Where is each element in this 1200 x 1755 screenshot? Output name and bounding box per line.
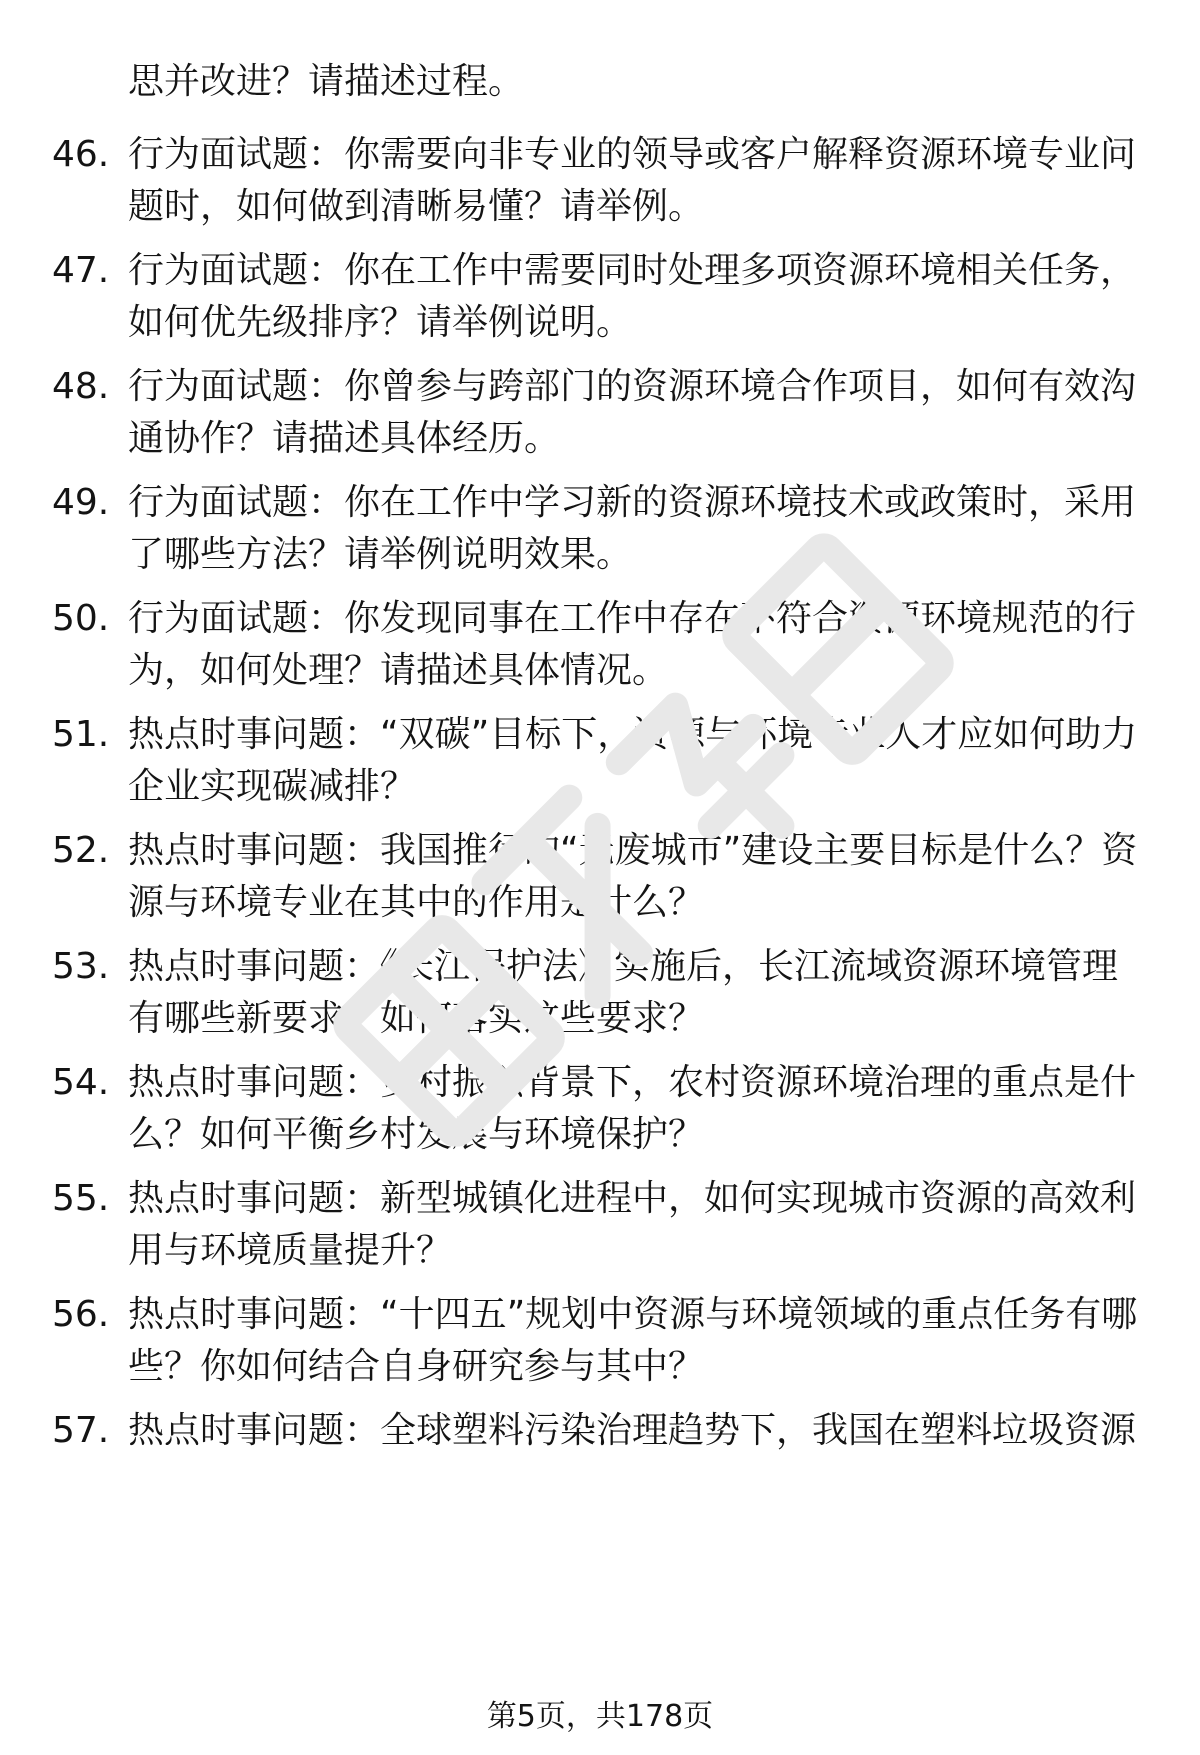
question-text: 行为面试题：你在工作中学习新的资源环境技术或政策时，采用了哪些方法？请举例说明效果。 [128,482,1137,575]
question-text: 行为面试题：你曾参与跨部门的资源环境合作项目，如何有效沟通协作？请描述具体经历。 [128,366,1137,459]
question-number: 48. [52,366,110,407]
question-text: 热点时事问题：全球塑料污染治理趋势下，我国在塑料垃圾资源 [128,1410,1137,1451]
question-number: 51. [52,714,110,755]
page-footer: 第5页，共178页 [486,1699,714,1734]
question-number: 56. [52,1294,110,1335]
question-text: 热点时事问题：乡村振兴背景下，农村资源环境治理的重点是什么？如何平衡乡村发展与环境保护？ [128,1062,1137,1155]
question-number: 54. [52,1062,110,1103]
question-text: 行为面试题：你需要向非专业的领导或客户解释资源环境专业问题时，如何做到清晰易懂？请举例。 [128,134,1137,227]
question-number: 57. [52,1410,110,1451]
question-text: 行为面试题：你发现同事在工作中存在不符合资源环境规范的行为，如何处理？请描述具体情况。 [128,598,1137,691]
continuation-text: 思并改进？请描述过程。 [128,61,525,102]
question-text: 行为面试题：你在工作中需要同时处理多项资源环境相关任务，如何优先级排序？请举例说明。 [128,250,1137,343]
question-number: 52. [52,830,110,871]
question-number: 49. [52,482,110,523]
question-number: 53. [52,946,110,987]
question-text: 热点时事问题：“双碳”目标下，资源与环境专业人才应如何助力企业实现碳减排？ [128,714,1138,807]
question-number: 55. [52,1178,110,1219]
question-text: 热点时事问题：新型城镇化进程中，如何实现城市资源的高效利用与环境质量提升？ [128,1178,1137,1271]
question-text: 热点时事问题：我国推行的“无废城市”建设主要目标是什么？资源与环境专业在其中的作用是什么？ [128,830,1138,923]
question-text: 热点时事问题：《长江保护法》实施后，长江流域资源环境管理有哪些新要求？如何落实这些要求？ [128,946,1119,1039]
question-number: 47. [52,250,110,291]
question-text: 热点时事问题：“十四五”规划中资源与环境领域的重点任务有哪些？你如何结合自身研究参与其中？ [128,1294,1138,1387]
question-number: 46. [52,134,110,175]
question-number: 50. [52,598,110,639]
